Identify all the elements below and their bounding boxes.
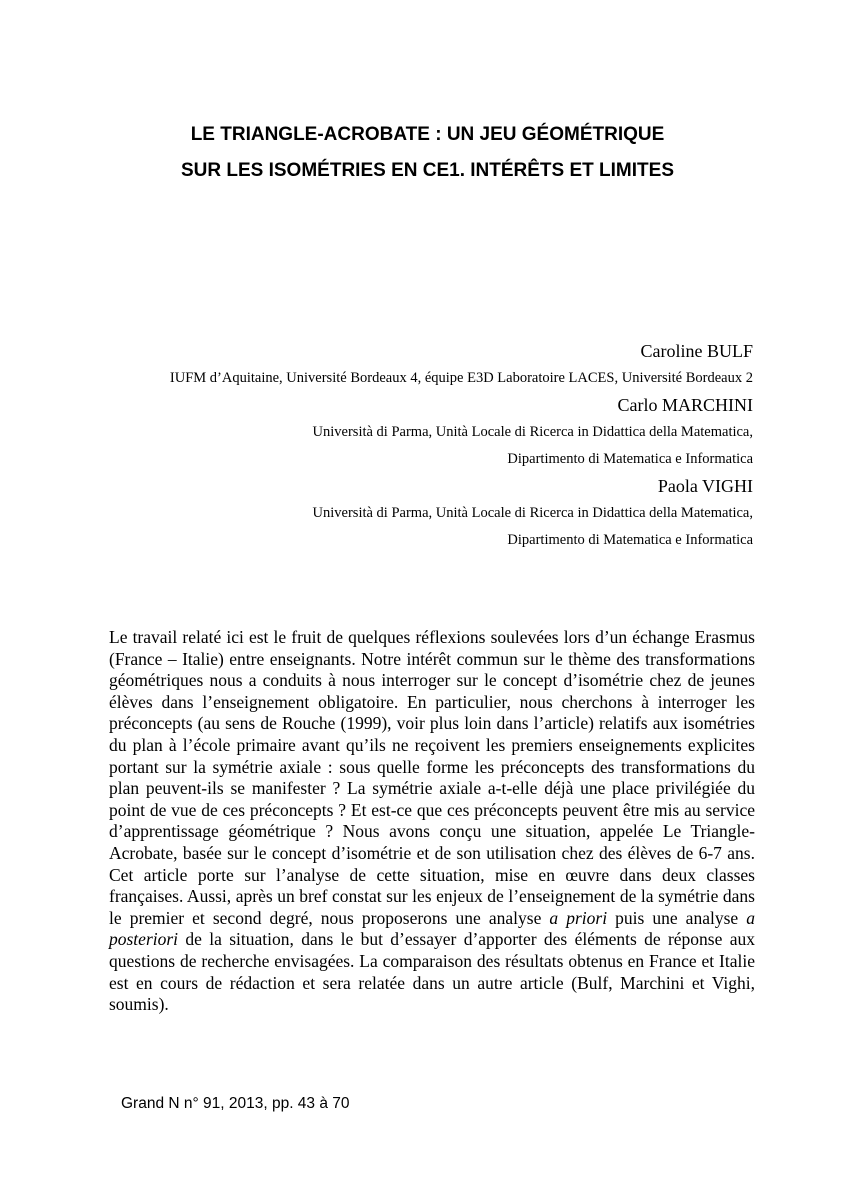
title-line-1: LE TRIANGLE-ACROBATE : UN JEU GÉOMÉTRIQUE	[190, 124, 665, 145]
author-name-vighi: Paola VIGHI	[657, 476, 753, 496]
author-affiliation-marchini-2: Dipartimento di Matematica e Informatica	[507, 451, 753, 467]
abstract-text-1: Le travail relaté ici est le fruit de quelques réflexions soulevées lors d’un échange Erasmus (France – Italie) entre enseignants. Notre intérêt commun sur le thème des transformations géométriques nous a conduits à nous interroger sur le concept d’isométrie chez de jeunes élèves dans l’enseignement obligatoire. En particulier, nous cherchons à interroger les préconcepts (au sens de Rouche (1999), voir plus loin dans l’article) relatifs aux isométries du plan à l’école primaire avant qu’ils ne reçoivent les premiers enseignements explicites portant sur la symétrie axiale : sous quelle forme les préconcepts des transformations du plan peuvent-ils se manifester ? La symétrie axiale a-t-elle déjà une place privilégiée du point de vue de ces préconcepts ? Et est-ce que ces préconcepts peuvent être mis au service d’apprentissage géométrique ? Nous avons conçu une situation, appelée Le Triangle-Acrobate, basée sur le concept d’isométrie et de son utilisation chez des élèves de 6-7 ans. Cet article porte sur l’analyse de cette situation, mise en œuvre dans deux classes françaises. Aussi, après un bref constat sur les enjeux de l’enseignement de la symétrie dans le premier et second degré, nous proposerons une analyse	[109, 627, 755, 928]
paper-title	[100, 117, 755, 189]
abstract-text-2: puis une analyse	[607, 907, 747, 928]
title-line-2: SUR LES ISOMÉTRIES EN CE1. INTÉRÊTS ET LIMITES	[180, 160, 674, 181]
author-affiliation-vighi-2: Dipartimento di Matematica e Informatica	[507, 532, 753, 548]
authors-block	[97, 338, 753, 554]
author-affiliation-bulf: IUFM d’Aquitaine, Université Bordeaux 4, équipe E3D Laboratoire LACES, Université Bordeaux 2	[169, 370, 753, 386]
author-name-bulf: Caroline BULF	[640, 341, 753, 361]
abstract-italic-a-priori: a priori	[549, 907, 608, 928]
journal-citation: Grand N n° 91, 2013, pp. 43 à 70	[121, 1095, 350, 1112]
author-affiliation-vighi-1: Università di Parma, Unità Locale di Ricerca in Didattica della Matematica,	[312, 505, 753, 521]
author-affiliation-marchini-1: Università di Parma, Unità Locale di Ricerca in Didattica della Matematica,	[312, 424, 753, 440]
author-name-marchini: Carlo MARCHINI	[617, 395, 753, 415]
abstract-italic-a-posteriori: a posteriori	[109, 907, 755, 950]
abstract-paragraph	[109, 627, 755, 1016]
abstract-text-3: de la situation, dans le but d’essayer d’apporter des éléments de réponse aux questions de recherche envisagées. La comparaison des résultats obtenus en France et Italie est en cours de rédaction et sera relatée dans un autre article (Bulf, Marchini et Vighi, soumis).	[109, 929, 755, 1015]
